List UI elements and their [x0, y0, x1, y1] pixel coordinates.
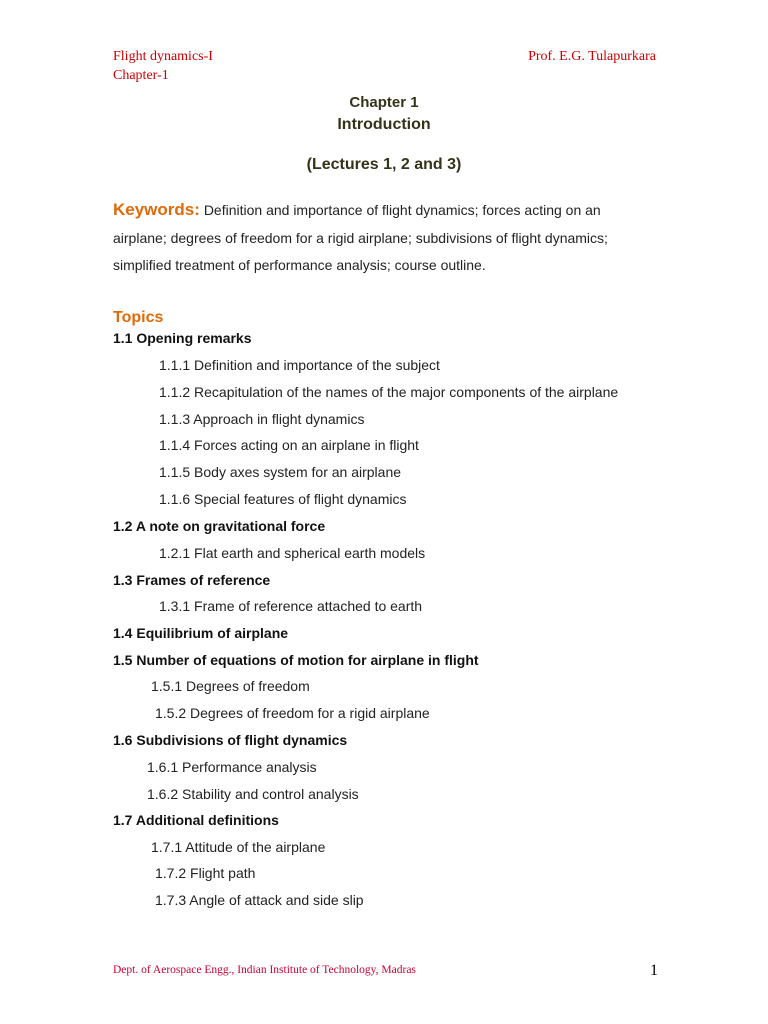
toc-subsection: 1.1.6 Special features of flight dynamics	[159, 491, 407, 507]
toc-subsection: 1.1.5 Body axes system for an airplane	[159, 464, 402, 480]
toc-subsection: 1.7.2 Flight path	[155, 865, 256, 881]
chapter-label: Chapter-1	[113, 68, 169, 83]
toc-subsection: 1.6.1 Performance analysis	[147, 759, 317, 775]
topics-heading: Topics	[113, 309, 164, 326]
toc-subsection: 1.1.1 Definition and importance of the subject	[159, 357, 440, 373]
page-number: 1	[650, 962, 658, 979]
toc-section: 1.3 Frames of reference	[113, 572, 271, 588]
toc-subsection: 1.7.1 Attitude of the airplane	[151, 839, 326, 855]
toc-section: 1.4 Equilibrium of airplane	[113, 625, 289, 641]
toc-subsection: 1.6.2 Stability and control analysis	[147, 786, 359, 802]
keywords-paragraph	[113, 196, 658, 280]
toc-subsection: 1.5.2 Degrees of freedom for a rigid airplane	[155, 705, 430, 721]
toc-subsection: 1.7.3 Angle of attack and side slip	[155, 892, 364, 908]
toc-subsection: 1.3.1 Frame of reference attached to earth	[159, 598, 423, 614]
toc-subsection: 1.5.1 Degrees of freedom	[151, 678, 310, 694]
toc-section: 1.7 Additional definitions	[113, 812, 279, 828]
toc-subsection: 1.1.2 Recapitulation of the names of the major components of the airplane	[159, 384, 619, 400]
toc-subsection: 1.2.1 Flat earth and spherical earth models	[159, 545, 426, 561]
header-left	[113, 47, 213, 85]
lectures-label: (Lectures 1, 2 and 3)	[306, 156, 462, 173]
keywords-text: Definition and importance of flight dynamics; forces acting on an airplane; degrees of freedom for a rigid airplane; subdivisions of flight dynamics; simplified treatment of performance analysis; course outline.	[113, 202, 608, 273]
course-name: Flight dynamics-I	[113, 49, 213, 64]
toc-section: 1.1 Opening remarks	[113, 330, 252, 346]
chapter-title: Chapter 1	[349, 94, 419, 111]
chapter-name: Introduction	[337, 116, 431, 133]
toc-subsection: 1.1.4 Forces acting on an airplane in flight	[159, 437, 419, 453]
author-name: Prof. E.G. Tulapurkara	[528, 49, 656, 64]
toc-section: 1.6 Subdivisions of flight dynamics	[113, 732, 348, 748]
toc-section: 1.5 Number of equations of motion for airplane in flight	[113, 652, 479, 668]
keywords-label: Keywords:	[113, 200, 200, 219]
toc-subsection: 1.1.3 Approach in flight dynamics	[159, 411, 365, 427]
footer-department: Dept. of Aerospace Engg., Indian Institute of Technology, Madras	[113, 964, 416, 976]
toc-section: 1.2 A note on gravitational force	[113, 518, 326, 534]
